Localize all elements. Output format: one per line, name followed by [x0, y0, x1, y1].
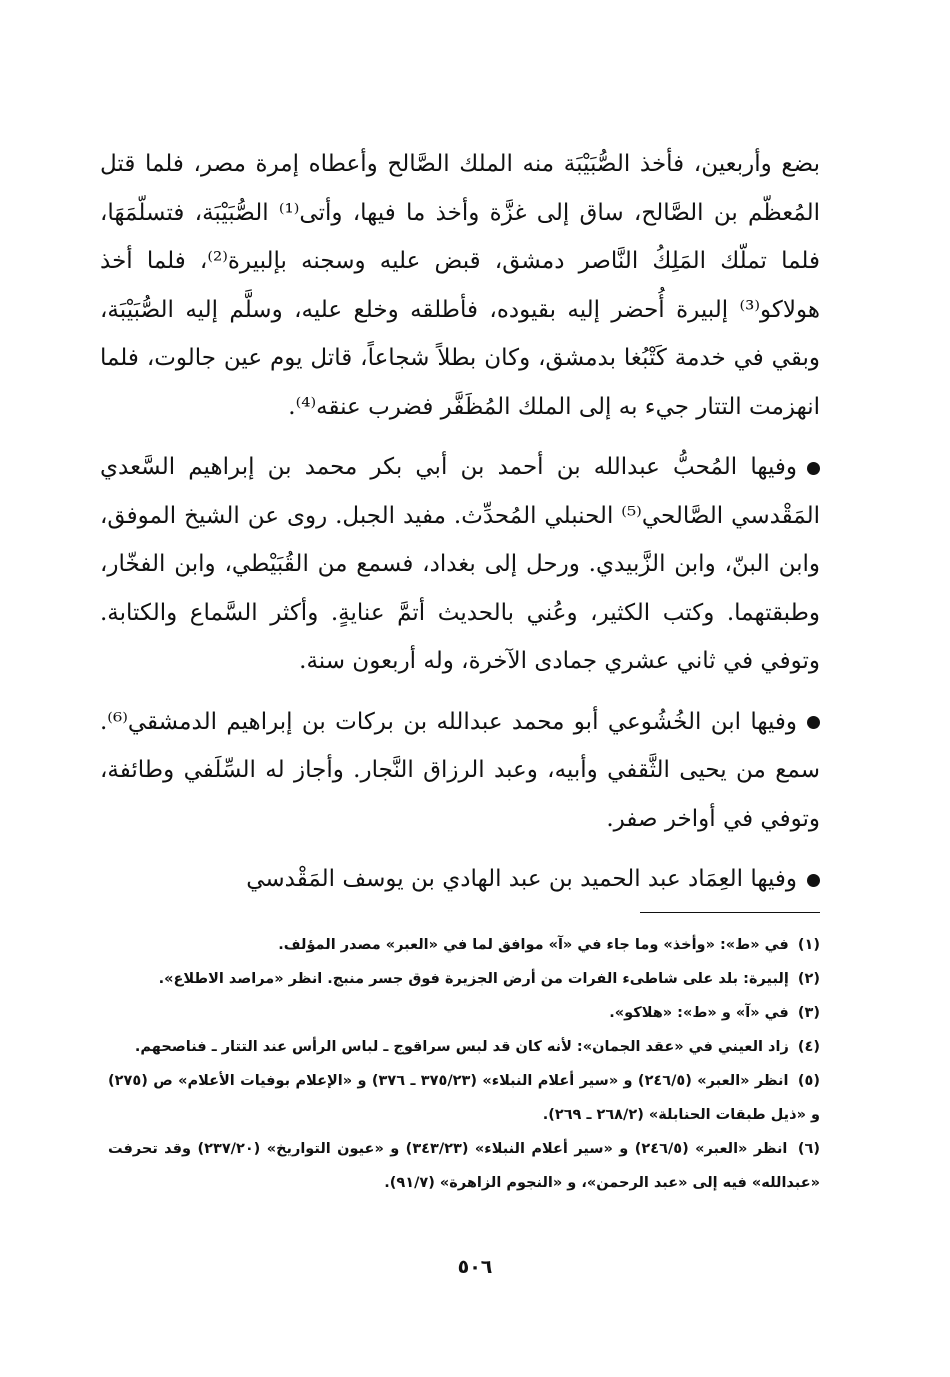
footnote-text: انظر «العبر» (٢٤٦/٥) و «سير أعلام النبلاء» (٣٤٣/٢٣) و «عيون التواريخ» (٢٣٧/٢٠) وقد تحرفت «عبدالله» فيه إلى «عبد الرحمن»، و «النجوم الزاهرة» (٩١/٧).	[108, 1141, 820, 1191]
footnote-text: إلبيرة: بلد على شاطىء الفرات من أرض الجزيرة فوق جسر منبج. انظر «مراصد الاطلاع».	[158, 971, 789, 987]
bullet-icon	[807, 462, 820, 475]
footnote-text: انظر «العبر» (٢٤٦/٥) و «سير أعلام النبلاء» (٣٧٥/٢٣ ـ ٣٧٦) و «الإعلام بوفيات الأعلام» ص (٢٧٥) و «ذيل طبقات الحنابلة» (٢٦٨/٢ ـ ٢٦٩).	[108, 1073, 820, 1123]
footnote-5	[108, 1064, 820, 1132]
footnotes	[108, 928, 820, 1200]
footnote-text: في «ط»: «وأخذ» وما جاء في «آ» موافق لما في «العبر» مصدر المؤلف.	[278, 937, 789, 953]
paragraph-2	[100, 443, 820, 686]
paragraph-text: وفيها ابن الخُشُوعي أبو محمد عبدالله بن بركات بن إبراهيم الدمشقي⁽⁶⁾. سمع من يحيى الثَّقفي وأبيه، وعبد الرزاق النَّجار. وأجاز له السِّلَفي وطائفة، وتوفي في أواخر صفر.	[100, 708, 820, 832]
paragraph-text: بضع وأربعين، فأخذ الصُّبَيْبَة منه الملك الصَّالح وأعطاه إمرة مصر، فلما قتل المُعظّم بن الصَّالح، ساق إلى غزَّة وأخذ ما فيها، وأتى⁽¹⁾ الصُّبَيْبَة، فتسلّمَهَا، فلما تملّك المَلِكُ النَّاصر دمشق، قبض عليه وسجنه بإلبيرة⁽²⁾، فلما أخذ هولاكو⁽³⁾ إلبيرة أُحضر إليه بقيوده، فأطلقه وخلع عليه، وسلَّم إليه الصُّبَيْبَة، وبقي في خدمة كَتْبُغا بدمشق، وكان بطلاً شجاعاً، قاتل يوم عين جالوت، فلما انهزمت التتار جيء به إلى الملك المُظَفَّر فضرب عنقه⁽⁴⁾.	[100, 151, 820, 420]
paragraph-text: وفيها العِمَاد عبد الحميد بن عبد الهادي بن يوسف المَقْدسي	[246, 866, 797, 892]
footnote-divider	[640, 912, 820, 913]
page-body	[100, 140, 820, 904]
footnote-text: زاد العيني في «عقد الجمان»: لأنه كان قد لبس سراقوج ـ لباس الرأس عند التتار ـ فناصحهم.	[134, 1039, 789, 1055]
page-number: ٥٠٦	[457, 1256, 493, 1278]
footnote-4	[108, 1030, 820, 1064]
footnote-6	[108, 1132, 820, 1200]
footnote-number: (١)	[797, 937, 820, 953]
footnote-number: (٥)	[797, 1073, 820, 1089]
footnote-3	[108, 996, 820, 1030]
footnote-number: (٢)	[797, 971, 820, 987]
footnote-number: (٣)	[797, 1005, 820, 1021]
footnote-2	[108, 962, 820, 996]
main-text	[100, 140, 820, 904]
footnote-number: (٦)	[797, 1141, 820, 1157]
bullet-icon	[807, 874, 820, 887]
paragraph-text: وفيها المُحبُّ عبدالله بن أحمد بن أبي بكر محمد بن إبراهيم السَّعدي المَقْدسي الصَّالحي⁽⁵⁾ الحنبلي المُحدِّث. مفيد الجبل. روى عن الشيخ الموفق، وابن البنّ، وابن الزَّبيدي. ورحل إلى بغداد، فسمع من القُبَيْطي، وابن الفخّار، وطبقتهما. وكتب الكثير، وعُني بالحديث أتمَّ عنايةٍ. وأكثر السَّماع والكتابة. وتوفي في ثاني عشري جمادى الآخرة، وله أربعون سنة.	[100, 454, 820, 674]
paragraph-3	[100, 698, 820, 844]
footnote-1	[108, 928, 820, 962]
paragraph-1	[100, 140, 820, 431]
footnote-text: في «آ» و «ط»: «هلاكو».	[609, 1005, 789, 1021]
bullet-icon	[807, 716, 820, 729]
footnote-number: (٤)	[797, 1039, 820, 1055]
paragraph-4	[100, 855, 820, 904]
